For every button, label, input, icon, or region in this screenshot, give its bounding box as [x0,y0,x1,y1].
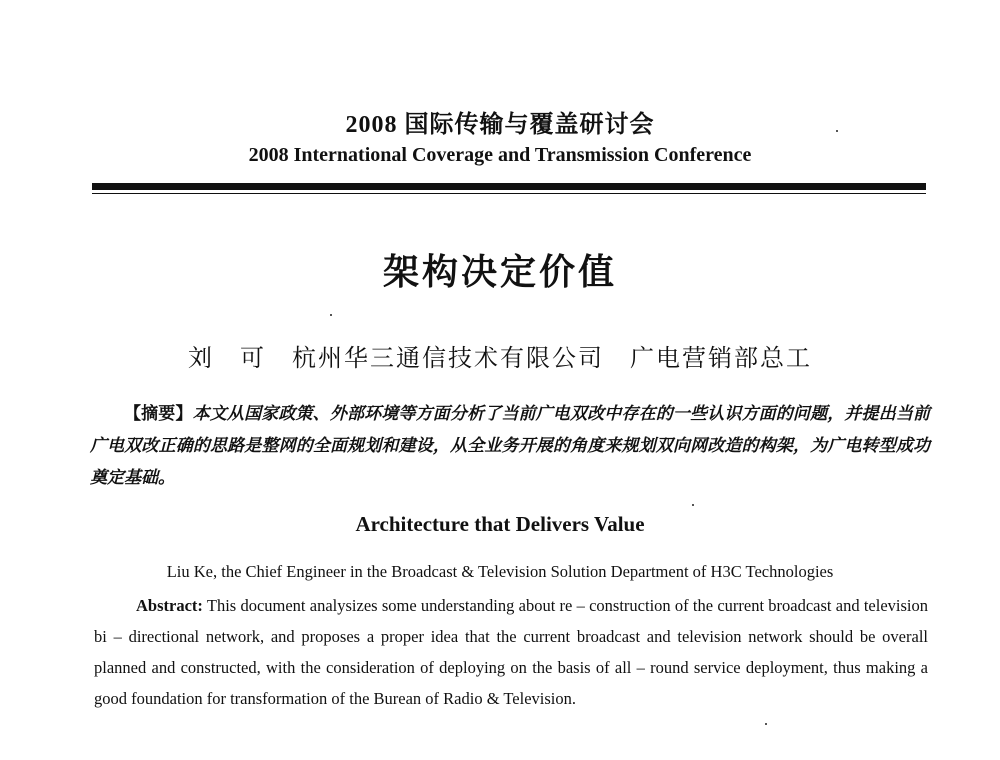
abstract-cn [90,398,930,494]
abstract-en [94,590,928,714]
header-rule-thin [92,193,926,194]
conference-title-en: 2008 International Coverage and Transmission Conference [248,144,752,166]
abstract-en-label: Abstract: [136,596,203,615]
author-line-cn: 刘 可 杭州华三通信技术有限公司 广电营销部总工 [188,344,812,372]
scan-speck [692,504,694,506]
scan-speck [330,314,332,316]
scan-speck [836,130,838,132]
paper-title-cn: 架构决定价值 [382,252,617,293]
header-rule-thick [92,183,926,190]
abstract-cn-text: 本文从国家政策、外部环境等方面分析了当前广电双改中存在的一些认识方面的问题，并提出当前广电双改正确的思路是整网的全面规划和建设，从全业务开展的角度来规划双向网改造的构架，为广电转型成功奠定基础。 [90,404,930,488]
abstract-cn-label: 【摘要】 [124,404,193,424]
scan-speck [765,723,767,725]
author-line-en: Liu Ke, the Chief Engineer in the Broadcast & Television Solution Department of H3C Technologies [166,562,834,581]
paper-title-en: Architecture that Delivers Value [355,512,645,536]
abstract-en-text: This document analysizes some understanding about re – construction of the current broadcast and television bi – directional network, and proposes a proper idea that the current broadcast and television network should be overall planned and constructed, with the consideration of deploying on the basis of all – round service deployment, thus making a good foundation for transformation of the Burean of Radio & Television. [94,596,928,708]
conference-title-cn: 2008 国际传输与覆盖研讨会 [345,112,655,138]
